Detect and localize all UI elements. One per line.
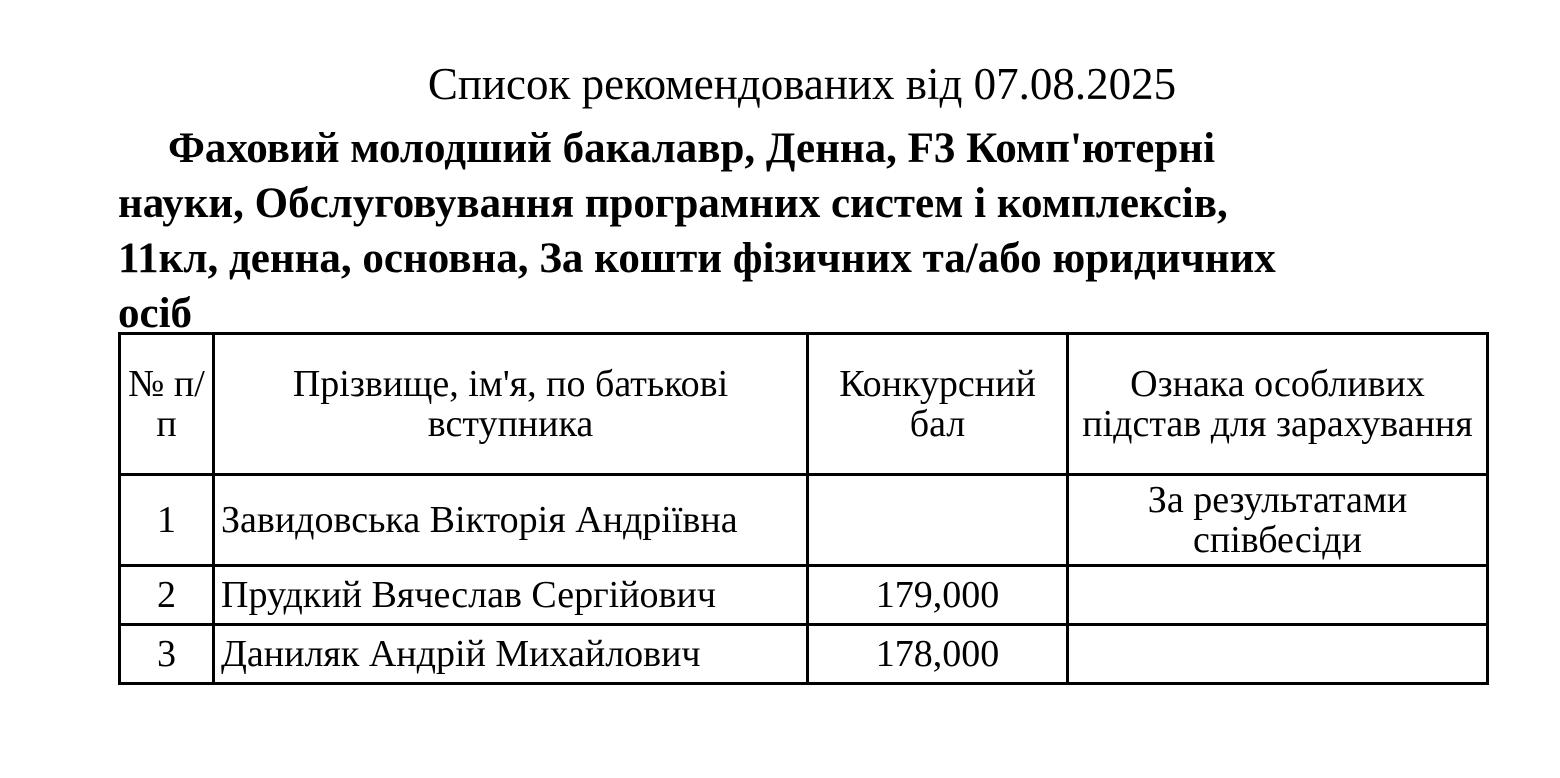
document-subtitle: Список рекомендованих від 07.08.2025	[427, 59, 1177, 109]
document-heading	[118, 121, 1488, 341]
cell-special: За результатами співбесіди	[1068, 475, 1488, 566]
table-header-row	[120, 334, 1488, 475]
heading-line: Фаховий молодший бакалавр, Денна, F3 Комп'ютерні	[168, 125, 1216, 172]
cell-score: 178,000	[808, 625, 1068, 684]
header-name: Прізвище, ім'я, по батькові вступника	[214, 334, 808, 475]
heading-line: 11кл, денна, основна, За кошти фізичних та/або юридичних	[118, 235, 1276, 282]
applicants-table	[118, 332, 1489, 685]
cell-name: Завидовська Вікторія Андріївна	[214, 475, 808, 566]
cell-number: 2	[120, 566, 214, 625]
cell-special	[1068, 566, 1488, 625]
header-special: Ознака особливих підстав для зарахування	[1068, 334, 1488, 475]
cell-number: 3	[120, 625, 214, 684]
table-row	[120, 625, 1488, 684]
heading-line: науки, Обслуговування програмних систем і комплексів,	[118, 180, 1228, 227]
header-number: № п/п	[120, 334, 214, 475]
cell-name: Прудкий Вячеслав Сергійович	[214, 566, 808, 625]
heading-line: осіб	[118, 290, 193, 337]
cell-score	[808, 475, 1068, 566]
cell-special	[1068, 625, 1488, 684]
cell-score: 179,000	[808, 566, 1068, 625]
cell-name: Даниляк Андрій Михайлович	[214, 625, 808, 684]
table-row	[120, 566, 1488, 625]
header-score: Конкурсний бал	[808, 334, 1068, 475]
table-row	[120, 475, 1488, 566]
cell-number: 1	[120, 475, 214, 566]
